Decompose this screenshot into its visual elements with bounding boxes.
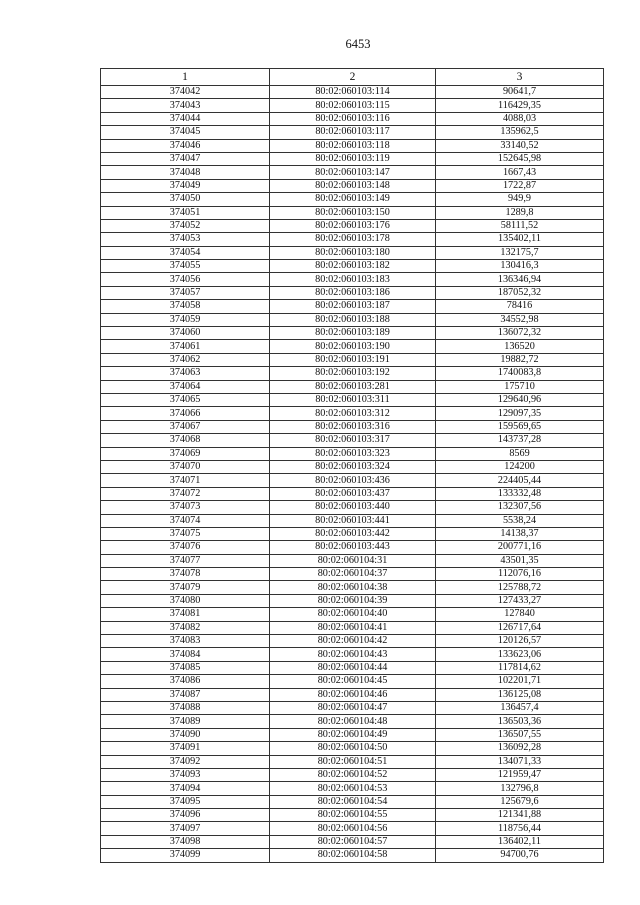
column-header-3: 3 [436,69,604,86]
row-number-cell: 374049 [101,179,270,192]
table-row [101,460,604,473]
value-cell: 117814,62 [436,661,604,674]
cadastral-number-cell: 80:02:060103:119 [270,152,436,165]
header-row [101,69,604,86]
cadastral-number-cell: 80:02:060103:317 [270,434,436,447]
cadastral-number-cell: 80:02:060103:190 [270,340,436,353]
table-row [101,514,604,527]
row-number-cell: 374063 [101,367,270,380]
table-row [101,755,604,768]
value-cell: 126717,64 [436,621,604,634]
row-number-cell: 374099 [101,849,270,862]
table-row [101,474,604,487]
row-number-cell: 374042 [101,86,270,99]
cadastral-number-cell: 80:02:060103:182 [270,260,436,273]
value-cell: 14138,37 [436,527,604,540]
value-cell: 175710 [436,380,604,393]
row-number-cell: 374078 [101,568,270,581]
table-row [101,608,604,621]
value-cell: 1667,43 [436,166,604,179]
row-number-cell: 374096 [101,809,270,822]
row-number-cell: 374089 [101,715,270,728]
table-row [101,407,604,420]
value-cell: 33140,52 [436,139,604,152]
table-row [101,112,604,125]
row-number-cell: 374083 [101,635,270,648]
value-cell: 152645,98 [436,152,604,165]
value-cell: 118756,44 [436,822,604,835]
table-row [101,501,604,514]
value-cell: 136457,4 [436,701,604,714]
row-number-cell: 374059 [101,313,270,326]
table-row [101,568,604,581]
table-row [101,206,604,219]
table-row [101,380,604,393]
cadastral-number-cell: 80:02:060103:323 [270,447,436,460]
value-cell: 121959,47 [436,768,604,781]
row-number-cell: 374075 [101,527,270,540]
cadastral-number-cell: 80:02:060104:49 [270,728,436,741]
table-row [101,420,604,433]
row-number-cell: 374082 [101,621,270,634]
value-cell: 5538,24 [436,514,604,527]
table-row [101,126,604,139]
table-row [101,179,604,192]
value-cell: 125679,6 [436,795,604,808]
row-number-cell: 374054 [101,246,270,259]
table-row [101,393,604,406]
value-cell: 135402,11 [436,233,604,246]
row-number-cell: 374097 [101,822,270,835]
row-number-cell: 374094 [101,782,270,795]
value-cell: 127840 [436,608,604,621]
value-cell: 78416 [436,300,604,313]
row-number-cell: 374061 [101,340,270,353]
value-cell: 4088,03 [436,112,604,125]
table-row [101,675,604,688]
cadastral-number-cell: 80:02:060103:311 [270,393,436,406]
table-row [101,849,604,862]
value-cell: 136072,32 [436,327,604,340]
cadastral-number-cell: 80:02:060103:188 [270,313,436,326]
cadastral-number-cell: 80:02:060103:437 [270,487,436,500]
cadastral-number-cell: 80:02:060103:178 [270,233,436,246]
value-cell: 94700,76 [436,849,604,862]
table-row [101,300,604,313]
value-cell: 1289,8 [436,206,604,219]
row-number-cell: 374080 [101,594,270,607]
value-cell: 136507,55 [436,728,604,741]
table-row [101,99,604,112]
row-number-cell: 374091 [101,742,270,755]
table-body [101,86,604,863]
cadastral-number-cell: 80:02:060103:191 [270,353,436,366]
value-cell: 125788,72 [436,581,604,594]
row-number-cell: 374090 [101,728,270,741]
cadastral-number-cell: 80:02:060104:47 [270,701,436,714]
row-number-cell: 374056 [101,273,270,286]
table-row [101,139,604,152]
cadastral-number-cell: 80:02:060103:312 [270,407,436,420]
table-row [101,260,604,273]
row-number-cell: 374045 [101,126,270,139]
cadastral-number-cell: 80:02:060104:51 [270,755,436,768]
cadastral-number-cell: 80:02:060104:38 [270,581,436,594]
cadastral-number-cell: 80:02:060103:324 [270,460,436,473]
cadastral-number-cell: 80:02:060103:150 [270,206,436,219]
table-row [101,541,604,554]
data-table [100,68,604,863]
row-number-cell: 374052 [101,219,270,232]
table-row [101,193,604,206]
table-row [101,782,604,795]
value-cell: 43501,35 [436,554,604,567]
row-number-cell: 374079 [101,581,270,594]
cadastral-number-cell: 80:02:060104:45 [270,675,436,688]
value-cell: 130416,3 [436,260,604,273]
value-cell: 132796,8 [436,782,604,795]
cadastral-number-cell: 80:02:060103:114 [270,86,436,99]
value-cell: 133332,48 [436,487,604,500]
row-number-cell: 374092 [101,755,270,768]
table-row [101,219,604,232]
row-number-cell: 374053 [101,233,270,246]
cadastral-number-cell: 80:02:060104:37 [270,568,436,581]
cadastral-number-cell: 80:02:060104:53 [270,782,436,795]
row-number-cell: 374062 [101,353,270,366]
row-number-cell: 374065 [101,393,270,406]
table-row [101,313,604,326]
table-row [101,648,604,661]
row-number-cell: 374087 [101,688,270,701]
cadastral-number-cell: 80:02:060103:281 [270,380,436,393]
value-cell: 134071,33 [436,755,604,768]
value-cell: 127433,27 [436,594,604,607]
value-cell: 133623,06 [436,648,604,661]
value-cell: 143737,28 [436,434,604,447]
cadastral-number-cell: 80:02:060104:50 [270,742,436,755]
row-number-cell: 374071 [101,474,270,487]
row-number-cell: 374076 [101,541,270,554]
table-row [101,728,604,741]
table-row [101,554,604,567]
table-row [101,86,604,99]
table-row [101,233,604,246]
table-row [101,447,604,460]
cadastral-number-cell: 80:02:060103:183 [270,273,436,286]
value-cell: 159569,65 [436,420,604,433]
cadastral-number-cell: 80:02:060104:54 [270,795,436,808]
table-row [101,434,604,447]
table-row [101,822,604,835]
value-cell: 34552,98 [436,313,604,326]
cadastral-number-cell: 80:02:060104:42 [270,635,436,648]
row-number-cell: 374069 [101,447,270,460]
value-cell: 1722,87 [436,179,604,192]
cadastral-number-cell: 80:02:060103:149 [270,193,436,206]
table-row [101,701,604,714]
cadastral-number-cell: 80:02:060103:118 [270,139,436,152]
row-number-cell: 374072 [101,487,270,500]
value-cell: 136402,11 [436,835,604,848]
row-number-cell: 374044 [101,112,270,125]
value-cell: 90641,7 [436,86,604,99]
row-number-cell: 374098 [101,835,270,848]
cadastral-number-cell: 80:02:060104:56 [270,822,436,835]
row-number-cell: 374047 [101,152,270,165]
cadastral-number-cell: 80:02:060103:148 [270,179,436,192]
table-row [101,246,604,259]
row-number-cell: 374073 [101,501,270,514]
row-number-cell: 374085 [101,661,270,674]
row-number-cell: 374081 [101,608,270,621]
row-number-cell: 374050 [101,193,270,206]
value-cell: 120126,57 [436,635,604,648]
table-row [101,768,604,781]
cadastral-number-cell: 80:02:060104:43 [270,648,436,661]
table-row [101,353,604,366]
table-row [101,487,604,500]
value-cell: 136520 [436,340,604,353]
row-number-cell: 374057 [101,286,270,299]
row-number-cell: 374060 [101,327,270,340]
cadastral-number-cell: 80:02:060104:46 [270,688,436,701]
value-cell: 187052,32 [436,286,604,299]
value-cell: 129097,35 [436,407,604,420]
cadastral-number-cell: 80:02:060104:41 [270,621,436,634]
table-row [101,367,604,380]
cadastral-number-cell: 80:02:060104:52 [270,768,436,781]
table-row [101,273,604,286]
cadastral-number-cell: 80:02:060103:436 [270,474,436,487]
page-number: 6453 [345,37,371,51]
cadastral-number-cell: 80:02:060104:40 [270,608,436,621]
value-cell: 58111,52 [436,219,604,232]
cadastral-number-cell: 80:02:060103:180 [270,246,436,259]
table-row [101,286,604,299]
row-number-cell: 374058 [101,300,270,313]
value-cell: 112076,16 [436,568,604,581]
cadastral-number-cell: 80:02:060103:117 [270,126,436,139]
value-cell: 121341,88 [436,809,604,822]
value-cell: 132175,7 [436,246,604,259]
table-row [101,527,604,540]
row-number-cell: 374084 [101,648,270,661]
table-row [101,166,604,179]
cadastral-number-cell: 80:02:060103:186 [270,286,436,299]
column-header-1: 1 [101,69,270,86]
cadastral-number-cell: 80:02:060103:116 [270,112,436,125]
value-cell: 8569 [436,447,604,460]
row-number-cell: 374093 [101,768,270,781]
cadastral-number-cell: 80:02:060103:441 [270,514,436,527]
cadastral-number-cell: 80:02:060104:39 [270,594,436,607]
table-row [101,742,604,755]
cadastral-number-cell: 80:02:060104:48 [270,715,436,728]
table-row [101,795,604,808]
value-cell: 102201,71 [436,675,604,688]
cadastral-number-cell: 80:02:060103:316 [270,420,436,433]
value-cell: 1740083,8 [436,367,604,380]
row-number-cell: 374077 [101,554,270,567]
table-row [101,621,604,634]
value-cell: 136125,08 [436,688,604,701]
table-row [101,809,604,822]
row-number-cell: 374046 [101,139,270,152]
value-cell: 136503,36 [436,715,604,728]
value-cell: 136092,28 [436,742,604,755]
table-row [101,688,604,701]
row-number-cell: 374066 [101,407,270,420]
value-cell: 200771,16 [436,541,604,554]
value-cell: 124200 [436,460,604,473]
cadastral-number-cell: 80:02:060104:44 [270,661,436,674]
cadastral-number-cell: 80:02:060103:115 [270,99,436,112]
row-number-cell: 374067 [101,420,270,433]
row-number-cell: 374095 [101,795,270,808]
row-number-cell: 374074 [101,514,270,527]
row-number-cell: 374086 [101,675,270,688]
value-cell: 129640,96 [436,393,604,406]
value-cell: 19882,72 [436,353,604,366]
row-number-cell: 374055 [101,260,270,273]
row-number-cell: 374064 [101,380,270,393]
value-cell: 135962,5 [436,126,604,139]
table-row [101,581,604,594]
table-row [101,661,604,674]
cadastral-number-cell: 80:02:060103:189 [270,327,436,340]
cadastral-number-cell: 80:02:060103:187 [270,300,436,313]
row-number-cell: 374088 [101,701,270,714]
cadastral-number-cell: 80:02:060103:176 [270,219,436,232]
cadastral-number-cell: 80:02:060104:31 [270,554,436,567]
cadastral-number-cell: 80:02:060104:57 [270,835,436,848]
value-cell: 949,9 [436,193,604,206]
value-cell: 224405,44 [436,474,604,487]
table-row [101,835,604,848]
value-cell: 116429,35 [436,99,604,112]
table-row [101,340,604,353]
cadastral-number-cell: 80:02:060104:55 [270,809,436,822]
table-row [101,152,604,165]
value-cell: 132307,56 [436,501,604,514]
table-row [101,327,604,340]
cadastral-number-cell: 80:02:060103:443 [270,541,436,554]
cadastral-number-cell: 80:02:060103:147 [270,166,436,179]
row-number-cell: 374048 [101,166,270,179]
row-number-cell: 374043 [101,99,270,112]
row-number-cell: 374051 [101,206,270,219]
table-row [101,715,604,728]
cadastral-number-cell: 80:02:060103:440 [270,501,436,514]
row-number-cell: 374070 [101,460,270,473]
cadastral-number-cell: 80:02:060103:442 [270,527,436,540]
table-row [101,635,604,648]
cadastral-number-cell: 80:02:060104:58 [270,849,436,862]
row-number-cell: 374068 [101,434,270,447]
table-header [101,69,604,86]
column-header-2: 2 [270,69,436,86]
cadastral-number-cell: 80:02:060103:192 [270,367,436,380]
table-row [101,594,604,607]
value-cell: 136346,94 [436,273,604,286]
